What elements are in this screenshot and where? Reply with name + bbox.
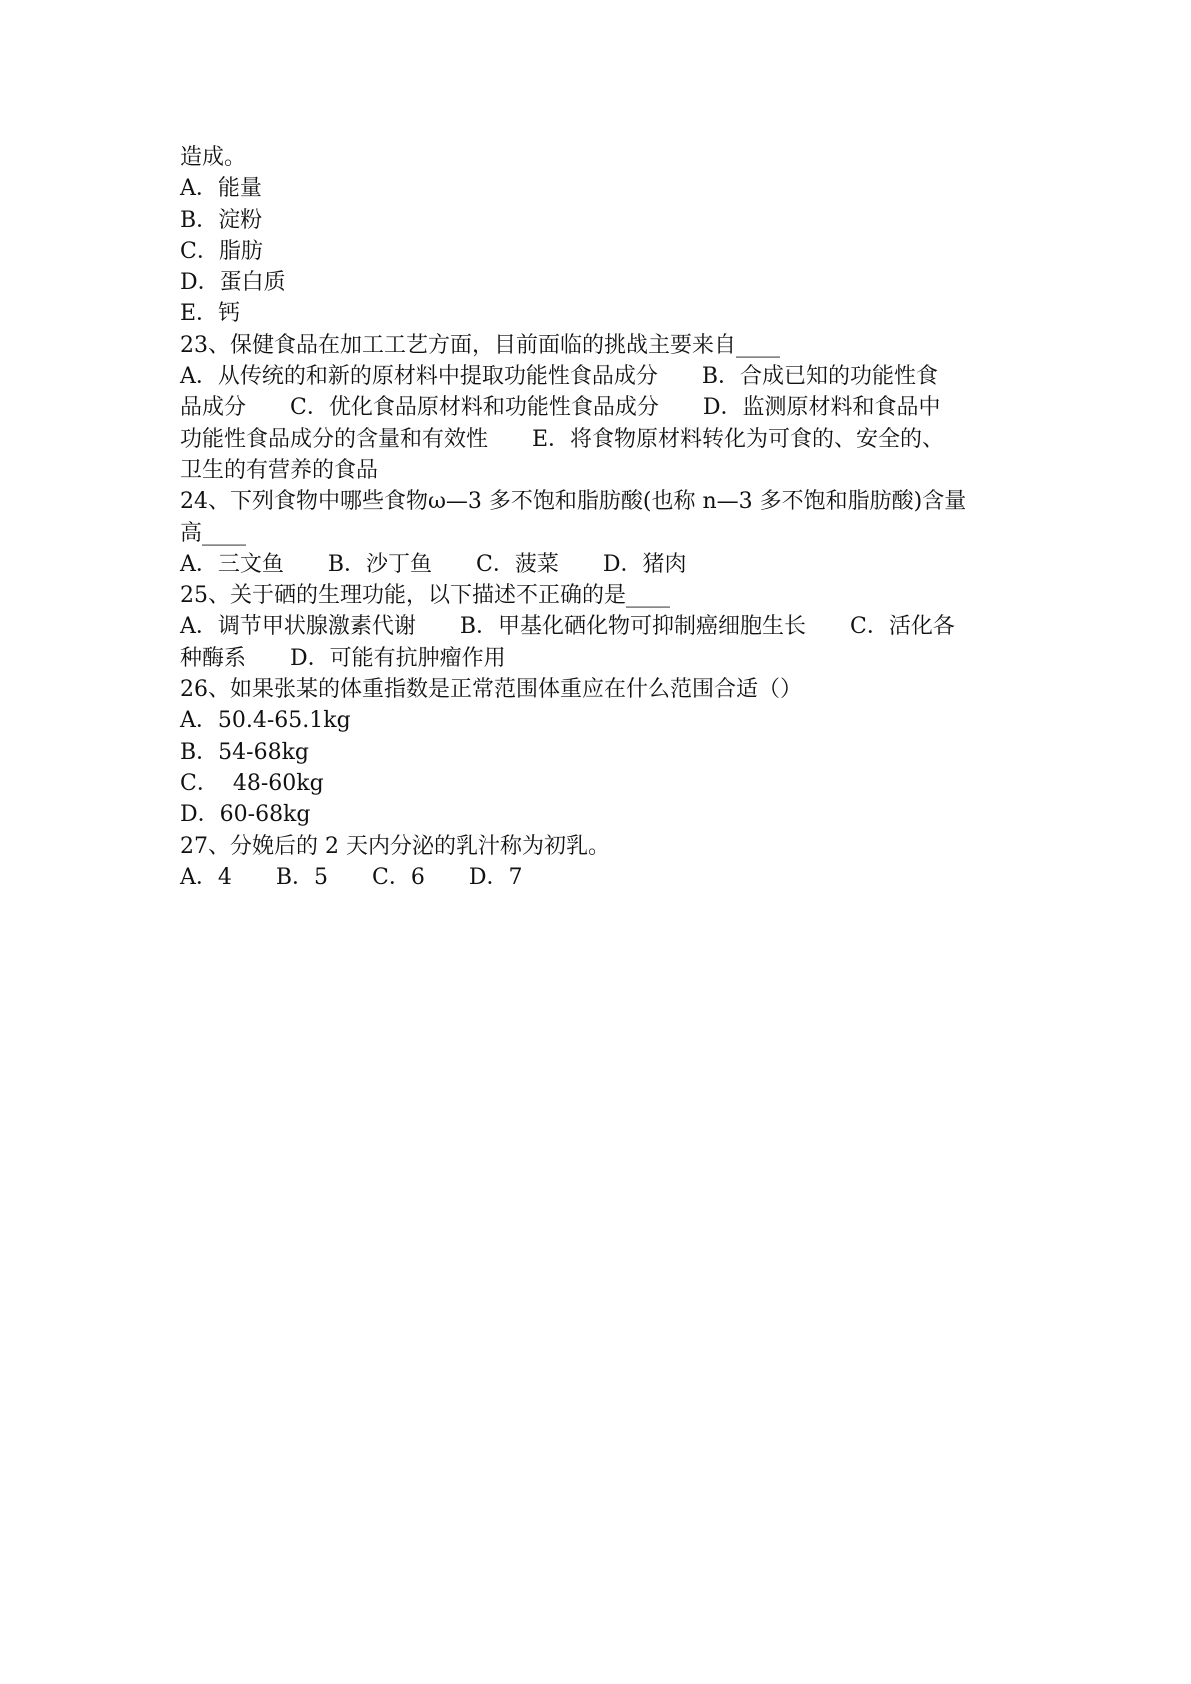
option-line: 种酶系 D．可能有抗肿瘤作用 [180,645,506,671]
document-page [180,142,1020,893]
option-line: C．脂肪 [180,238,263,264]
option-line: B．淀粉 [180,207,263,233]
question-24-cont: 高____ [180,520,247,546]
text-line: 造成。 [180,145,247,170]
question-24: 24、下列食物中哪些食物ω—3 多不饱和脂肪酸(也称 n—3 多不饱和脂肪酸)含量 [180,489,967,515]
option-line: 卫生的有营养的食品 [180,457,379,483]
option-line: 品成分 C．优化食品原材料和功能性食品成分 D．监测原材料和食品中 [180,395,941,421]
question-26: 26、如果张某的体重指数是正常范围体重应在什么范围合适（） [180,677,802,703]
option-line: B．54-68kg [180,739,310,765]
question-23: 23、保健食品在加工工艺方面，目前面临的挑战主要来自____ [180,332,780,358]
option-line: A．能量 [180,176,262,202]
option-line: 功能性食品成分的含量和有效性 E．将食物原材料转化为可食的、安全的、 [180,426,945,452]
question-25: 25、关于硒的生理功能，以下描述不正确的是____ [180,583,670,609]
option-line: E．钙 [180,301,241,327]
option-line: D．蛋白质 [180,270,286,296]
option-line: C． 48-60kg [180,770,324,796]
option-line: A．三文鱼 B．沙丁鱼 C．菠菜 D．猪肉 [180,551,687,577]
option-line: A．调节甲状腺激素代谢 B．甲基化硒化物可抑制癌细胞生长 C．活化各 [180,614,955,640]
option-line: A．50.4-65.1kg [180,708,351,734]
option-line: D．60-68kg [180,802,311,828]
option-line: A．4 B．5 C．6 D．7 [180,864,523,890]
option-line: A．从传统的和新的原材料中提取功能性食品成分 B．合成已知的功能性食 [180,364,939,390]
question-27: 27、分娩后的 2 天内分泌的乳汁称为初乳。 [180,833,610,859]
